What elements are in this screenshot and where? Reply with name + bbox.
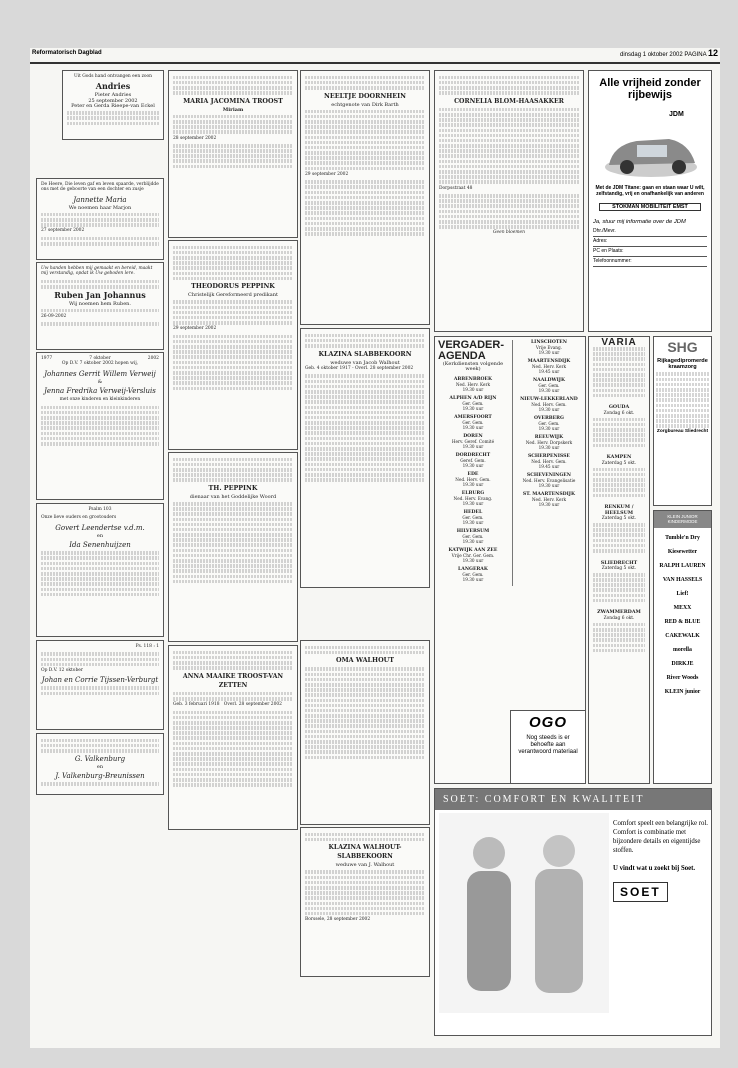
agenda-time: 19.30 uur bbox=[538, 350, 560, 355]
agenda-entry bbox=[438, 396, 508, 411]
brand-logo: CAKEWALK bbox=[665, 632, 700, 639]
agenda-time: 19.30 uur bbox=[538, 483, 560, 488]
agenda-body: Ger. Gem. bbox=[462, 571, 484, 577]
agenda-body: Vrije Chr. Ger. Gem. bbox=[451, 552, 495, 558]
brand-logo: KLEIN junior bbox=[664, 688, 701, 695]
agenda-town: NAALDWIJK bbox=[532, 378, 565, 383]
notice-jannette: De Heere, Die leven gaf en leven spaarde, verblijdde ons met de geboorte van een dochter en zusje Jannette Maria We noemen haar Marjon 27 september 2002 bbox=[36, 178, 164, 260]
jdm-form-field[interactable]: Telefoonnummer: bbox=[593, 257, 707, 267]
agenda-body: Ned. Herv. Kerk bbox=[455, 381, 491, 387]
agenda-time: 19.45 uur bbox=[538, 369, 560, 374]
jdm-promo: Met de JDM Titane: gaan en staan waar U wilt, zelfstandig, vrij en onafhankelijk van anderen bbox=[595, 185, 705, 197]
agenda-town: ELBURG bbox=[461, 490, 485, 496]
agenda-time: 19.30 uur bbox=[538, 426, 560, 431]
brand-logo: VAN HASSELS bbox=[662, 576, 703, 583]
agenda-entry bbox=[438, 529, 508, 544]
agenda-entry bbox=[438, 472, 508, 487]
agenda-time: 19.30 uur bbox=[538, 388, 560, 393]
jdm-ad bbox=[588, 70, 712, 332]
agenda-body: Ger. Gem. bbox=[462, 514, 484, 520]
brand-logo: Lief! bbox=[676, 590, 689, 597]
varia-town: SLIEDRECHT bbox=[600, 559, 638, 566]
varia-town: ZWAMMERDAM bbox=[597, 609, 641, 616]
shg-ad bbox=[653, 336, 712, 506]
agenda-body: Ger. Gem. bbox=[538, 421, 560, 426]
agenda-body: Ned. Herv. Evangelisatie bbox=[522, 478, 576, 483]
notice-theodorus-peppink: THEODORUS PEPPINK Christelijk Gereformeerd predikant 29 september 2002 bbox=[168, 240, 298, 450]
agenda-entry bbox=[516, 359, 582, 374]
jdm-form-title: Ja, stuur mij informatie over de JDM bbox=[593, 219, 686, 225]
soet-cta: U vindt wat u zoekt bij Soet. bbox=[613, 865, 696, 872]
agenda-town: SCHEVENINGEN bbox=[526, 473, 571, 478]
notice-leendertse: Psalm 103 Onze lieve ouders en grootouders Govert Leendertse v.d.m. en Ida Senenhuijzen bbox=[36, 503, 164, 637]
jdm-form-field[interactable]: Adres: bbox=[593, 237, 707, 247]
soet-title: SOET: COMFORT EN KWALITEIT bbox=[435, 789, 711, 810]
agenda-time: 19.30 uur bbox=[462, 576, 484, 582]
agenda-time: 19.30 uur bbox=[462, 519, 484, 525]
agenda-time: 19.30 uur bbox=[462, 443, 484, 449]
agenda-entry bbox=[438, 453, 508, 468]
agenda-town: AMERSFOORT bbox=[454, 414, 492, 420]
agenda-body: Ned. Herv. Gem. bbox=[531, 459, 567, 464]
notice-klazina-slabbekoorn: KLAZINA SLABBEKOORN weduwe van Jacob Walhout Geb. 4 oktober 1917 - Overl. 28 september 2002 bbox=[300, 328, 430, 588]
notice-verweij: 1977 7 oktober 2002 Op D.V. 7 oktober 2002 hopen wij, Johannes Gerrit Willem Verweij & Jenna Fredrika Verweij-Versluis met onze kinderen en kleinkinderen bbox=[36, 352, 164, 500]
agenda-body: Ned. Herv. Kerk bbox=[531, 364, 567, 369]
agenda-town: HEDEL bbox=[463, 509, 483, 515]
jdm-form-field[interactable]: PC en Plaats: bbox=[593, 247, 707, 257]
agenda-entry bbox=[438, 377, 508, 392]
agenda-time: 19.45 uur bbox=[538, 464, 560, 469]
varia-date: Zaterdag 5 okt. bbox=[601, 565, 637, 571]
notice-valkenburg: G. Valkenburg en J. Valkenburg-Breunissen bbox=[36, 733, 164, 795]
agenda-time: 19.30 uur bbox=[538, 445, 560, 450]
varia-entry bbox=[593, 561, 645, 603]
notice-ruben: Uw handen hebben mij gemaakt en bereid, maakt mij verstandig, opdat ik Uw geboden lere. Ruben Jan Johannus Wij noemen hem Ruben. 26-09-2002 bbox=[36, 262, 164, 350]
agenda-town: OVERBERG bbox=[533, 416, 564, 421]
brand-logo: RED & BLUE bbox=[664, 618, 701, 625]
agenda-body: Ned. Herv. Evang. bbox=[453, 495, 493, 501]
notice-andries: Uit Gods hand ontvangen een zoon Andries Pieter Andries 25 september 2002 Peter en Gerda Rieepe-van Eckel bbox=[62, 70, 164, 140]
varia-date: Zondag 6 okt. bbox=[603, 615, 635, 621]
car-image bbox=[589, 105, 712, 185]
ogo-logo: OGO bbox=[528, 714, 567, 731]
notice-th-peppink: TH. PEPPINK dienaar van het Goddelijke Woord bbox=[168, 452, 298, 642]
agenda-body: Ger. Gem. bbox=[538, 383, 560, 388]
agenda-time: 19.30 uur bbox=[462, 405, 484, 411]
agenda-entry bbox=[438, 491, 508, 506]
page-header bbox=[30, 48, 720, 64]
varia-town: GOUDA bbox=[608, 404, 630, 411]
varia-entry bbox=[593, 405, 645, 447]
agenda-town: NIEUW-LEKKERLAND bbox=[520, 397, 578, 402]
brand-logo: Tumble'n Dry bbox=[665, 534, 700, 541]
soet-text: Comfort speelt een belangrijke rol. Comfort is combinatie met bijzondere details en eigentijdse stoffen. bbox=[613, 820, 708, 854]
jdm-title: Alle vrijheid zonder rijbewijs bbox=[599, 77, 701, 101]
ogo-ad bbox=[510, 710, 586, 784]
vergader-agenda: VERGADER-AGENDA (Kerkdiensten volgende week) ABBENBROEK Ned. Herv. Kerk 19.30 uur ALPHEN A/D RIJN Ger. Gem. 19.30 uur AMERSFOORT Ger. Gem. 19.30 uur DOREN Herv. Geref. Comité 19.30 uur DORDRECHT Geref. Gem. 19.30 uur EDE Ned. Herv. Gem. 19.30 uur ELBURG Ned. Herv. Evang. 19.30 uur HEDEL Ger. Gem. 19.30 uur HILVERSUM Ger. Gem. 19.30 uur KATWIJK AAN ZEE Vrije Chr. Ger. Gem. 19.30 uur LANGERAK Ger. Gem. 19.30 uur LINSCHOTEN Vrije Evang. 19.30 uur MAARTENSDIJK Ned. Herv. Kerk 19.45 uur NAALDWIJK Ger. Gem. 19.30 uur NIEUW-LEKKERLAND Ned. Herv. Gem. 19.30 uur OVERBERG Ger. Gem. 19.30 uur REEUWIJK Ned. Herv. Dorpskerk 19.30 uur SCHERPENISSE Ned. Herv. Gem. 19.45 uur SCHEVENINGEN Ned. Herv. Evangelisatie 19.30 uur ST. MAARTENSDIJK Ned. Herv. Kerk 19.30 uur bbox=[434, 336, 586, 784]
brand-logo: morella bbox=[673, 646, 692, 653]
brand-logo: MEXX bbox=[673, 604, 692, 611]
brand-logo: RALPH LAUREN bbox=[659, 562, 706, 569]
brand-logo: River Woods bbox=[666, 674, 699, 681]
varia-date: Zaterdag 5 okt. bbox=[601, 515, 637, 521]
agenda-body: Ned. Herv. Dorpskerk bbox=[525, 440, 573, 445]
shop-banner: KLEIN JUNIOR KINDERMODE bbox=[654, 511, 711, 528]
soet-logo: SOET bbox=[613, 882, 668, 902]
agenda-town: ST. MAARTENSDIJK bbox=[522, 492, 575, 497]
agenda-body: Geref. Gem. bbox=[460, 457, 486, 463]
shg-title: Rijkagedipromerde kraamzorg bbox=[657, 358, 708, 371]
notice-maria-troost: MARIA JACOMINA TROOST Miriam 28 september 2002 bbox=[168, 70, 298, 238]
agenda-entry bbox=[438, 510, 508, 525]
agenda-town: ALPHEN A/D RIJN bbox=[449, 395, 497, 401]
agenda-entry bbox=[516, 378, 582, 393]
shg-logo: SHG bbox=[667, 339, 698, 355]
agenda-entry bbox=[438, 548, 508, 563]
agenda-title: VERGADER-AGENDA bbox=[438, 339, 505, 362]
agenda-body: Ned. Herv. Gem. bbox=[531, 402, 567, 407]
agenda-town: LANGERAK bbox=[458, 566, 488, 572]
agenda-town: DOREN bbox=[463, 433, 483, 439]
agenda-entry bbox=[516, 416, 582, 431]
agenda-body: Ned. Herv. Gem. bbox=[455, 476, 491, 482]
agenda-entry bbox=[438, 415, 508, 430]
agenda-entry bbox=[516, 454, 582, 469]
agenda-time: 19.30 uur bbox=[538, 502, 560, 507]
brand-logo: DIRKJE bbox=[671, 660, 694, 667]
agenda-town: LINSCHOTEN bbox=[530, 340, 567, 345]
ogo-slogan: Nog steeds is er behoefte aan verantwoord materiaal bbox=[518, 735, 578, 755]
agenda-town: ABBENBROEK bbox=[453, 376, 493, 382]
jdm-dealer: STOKMAN MOBILITEIT EMST bbox=[599, 203, 701, 211]
notice-klazina-walhout: KLAZINA WALHOUT-SLABBEKOORN weduwe van J. Walhout Borssele, 28 september 2002 bbox=[300, 827, 430, 977]
agenda-time: 19.30 uur bbox=[462, 557, 484, 563]
notice-oma-walhout: OMA WALHOUT bbox=[300, 640, 430, 825]
soet-ad bbox=[434, 788, 712, 1036]
agenda-town: DORDRECHT bbox=[455, 452, 491, 458]
varia-column bbox=[588, 336, 650, 784]
agenda-time: 19.30 uur bbox=[462, 424, 484, 430]
agenda-body: Ger. Gem. bbox=[462, 419, 484, 425]
agenda-entry bbox=[516, 435, 582, 450]
agenda-time: 19.30 uur bbox=[538, 407, 560, 412]
varia-entry bbox=[593, 505, 645, 552]
agenda-town: SCHERPENISSE bbox=[527, 454, 570, 459]
agenda-body: Ger. Gem. bbox=[462, 400, 484, 406]
jdm-brand: JDM bbox=[669, 111, 684, 118]
agenda-entry bbox=[516, 397, 582, 412]
jdm-form-field[interactable]: Dhr./Mevr. bbox=[593, 227, 707, 237]
agenda-time: 19.30 uur bbox=[462, 386, 484, 392]
agenda-body: Ned. Herv. Kerk bbox=[531, 497, 567, 502]
paper-name: Reformatorisch Dagblad bbox=[32, 50, 102, 56]
varia-town: RENKUM / HEELSUM bbox=[604, 504, 634, 516]
brand-logo: Kiesewetter bbox=[667, 548, 698, 555]
agenda-town: KATWIJK AAN ZEE bbox=[448, 547, 498, 553]
agenda-entry bbox=[516, 473, 582, 488]
varia-town: KAMPEN bbox=[606, 454, 632, 461]
agenda-entry bbox=[516, 340, 582, 355]
header-date: dinsdag 1 oktober 2002 PAGINA 12 bbox=[620, 48, 718, 58]
agenda-town: REEUWIJK bbox=[534, 435, 564, 440]
agenda-town: EDE bbox=[467, 471, 479, 477]
agenda-time: 19.30 uur bbox=[462, 462, 484, 468]
varia-entry bbox=[593, 455, 645, 497]
shop-brands-ad bbox=[653, 510, 712, 784]
notice-neeltje: NEELTJE DOORNHEIN echtgenote van Dirk Barth 29 september 2002 bbox=[300, 70, 430, 325]
agenda-body: Vrije Evang. bbox=[535, 345, 562, 350]
agenda-time: 19.30 uur bbox=[462, 538, 484, 544]
agenda-town: MAARTENSDIJK bbox=[527, 359, 571, 364]
agenda-entry bbox=[438, 567, 508, 582]
varia-entry bbox=[593, 610, 645, 652]
agenda-time: 19.30 uur bbox=[462, 500, 484, 506]
notice-tijssen: Ps. 118 : 1 Op D.V. 12 oktober Johan en Corrie Tijssen-Verburgt bbox=[36, 640, 164, 730]
agenda-body: Ger. Gem. bbox=[462, 533, 484, 539]
notice-cornelia: CORNELIA BLOM-HAASAKKER Dorpsstraat 48 Geen bloemen bbox=[434, 70, 584, 332]
varia-date: Zondag 6 okt. bbox=[603, 410, 635, 416]
varia-title: VARIA bbox=[601, 337, 637, 348]
agenda-entry bbox=[438, 434, 508, 449]
varia-date: Zaterdag 5 okt. bbox=[601, 460, 637, 466]
notice-anna-troost: ANNA MAAIKE TROOST-VAN ZETTEN Geb. 3 februari 1918 Overl. 28 september 2002 bbox=[168, 645, 298, 830]
agenda-entry bbox=[516, 492, 582, 507]
agenda-body: Herv. Geref. Comité bbox=[451, 438, 495, 444]
shg-contact: Zorgbureau Sliedrecht bbox=[656, 429, 709, 435]
agenda-time: 19.30 uur bbox=[462, 481, 484, 487]
agenda-town: HILVERSUM bbox=[456, 528, 490, 534]
model-photo bbox=[439, 813, 609, 1013]
